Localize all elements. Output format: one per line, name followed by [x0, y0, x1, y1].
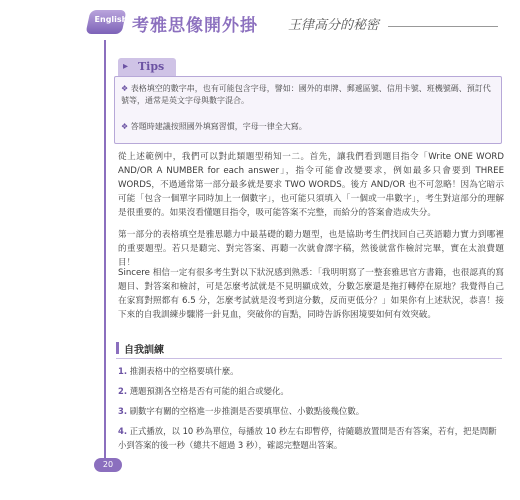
training-step: 3. 刷數字有關的空格進一步推測是否要填單位、小數點後幾位數。 [118, 406, 365, 416]
tip-text: 表格填空的數字串，也有可能包含字母，譬如：國外的車牌、郵遞區號、信用卡號、班機號碼、預訂代號等，通常是英文字母與數字混合。 [121, 84, 491, 105]
step-text: 刷數字有關的空格進一步推測是否要填單位、小數點後幾位數。 [129, 406, 365, 416]
page-number: 20 [94, 458, 122, 472]
logo-text: English [94, 15, 128, 24]
book-title: 考雅思像開外掛 [132, 16, 258, 36]
header-rule [388, 26, 498, 27]
heading-bar [116, 342, 119, 354]
tips-tab [118, 58, 176, 76]
step-text: 正式播放，以 10 秒為單位，每播放 10 秒左右即暫停，待隨聽放置間是否有答案，若有，把是間斷小到答案的後一秒（總共不超過 3 秒），確認完整題出答案。 [118, 426, 497, 450]
training-step: 1. 推測表格中的空格要填什麼。 [118, 366, 239, 376]
diamond-icon: ❖ [121, 84, 129, 93]
diamond-icon: ❖ [121, 122, 129, 131]
tip-text: 答題時建議按照國外填寫習慣，字母一律全大寫。 [130, 122, 307, 131]
training-title: 自我訓練 [124, 345, 164, 356]
training-step: 4. 正式播放，以 10 秒為單位，每播放 10 秒左右即暫停，待隨聽放置間是否有答案，若有，把是間斷小到答案的後一秒（總共不超過 3 秒），確認完整題出答案。 [118, 426, 497, 450]
megaphone-icon: ▸ [123, 61, 129, 72]
heading-rule [116, 358, 502, 359]
tips-box [114, 76, 502, 144]
step-text: 推測表格中的空格要填什麼。 [129, 366, 239, 376]
training-heading [116, 340, 502, 356]
body-paragraph: Sincere 相信一定有很多考生對以下狀況感到熟悉：「我明明寫了一整套雅思官方書籍，也很認真的寫題目、對答案和檢討，可是怎麼考試就是不見明顯成效，分數怎麼還是拖打轉停在原地？我覺得自己在家寫對照都有 6.5 分，怎麼考試就是沒考到這分數，反而更低分？」如果你有上述狀況，恭喜！接下來的自我訓練步驟將一針見血，突破你的盲點，同時告訴你困境要如何有效突破。 [118, 268, 504, 320]
tips-label: Tips [138, 60, 165, 73]
body-paragraph: 第一部分的表格填空是雅思聽力中最基礎的聽力題型，也是協助考生們找回自己英語聽力實力到哪裡的重要題型。若只是聽完、對完答案、再聽一次就會譯字稿，然後就當作檢討完畢，實在太浪費題目！ [118, 230, 504, 268]
tip-item [121, 121, 493, 133]
body-paragraph: 從上述範例中，我們可以對此類題型稍知一二。首先，讓我們看到題目指令「Write ONE WORD AND/OR A NUMBER for each answer」，指令可能會改變要求，例如最多只會要到 THREE WORDS，不過通常第一部分最多就是要求 TWO WORDS。後方 AND/OR 也不可忽略！因為它暗示可能「包含一個單字同時加上一個數字」，也可能只須填入「一個或一串數字」，考生對這部分的理解是很重要的。如果沒看懂題目指令，吸可能答案不完整，而給分的答案會造成失分。 [118, 152, 504, 218]
book-subtitle: 王律高分的秘密 [288, 18, 380, 33]
tip-item [121, 83, 493, 107]
training-step: 2. 選題預測各空格是否有可能的組合或變化。 [118, 386, 289, 396]
margin-rule [104, 40, 106, 458]
step-text: 選題預測各空格是否有可能的組合或變化。 [129, 386, 289, 396]
page-header [88, 8, 498, 40]
series-logo [85, 10, 126, 34]
